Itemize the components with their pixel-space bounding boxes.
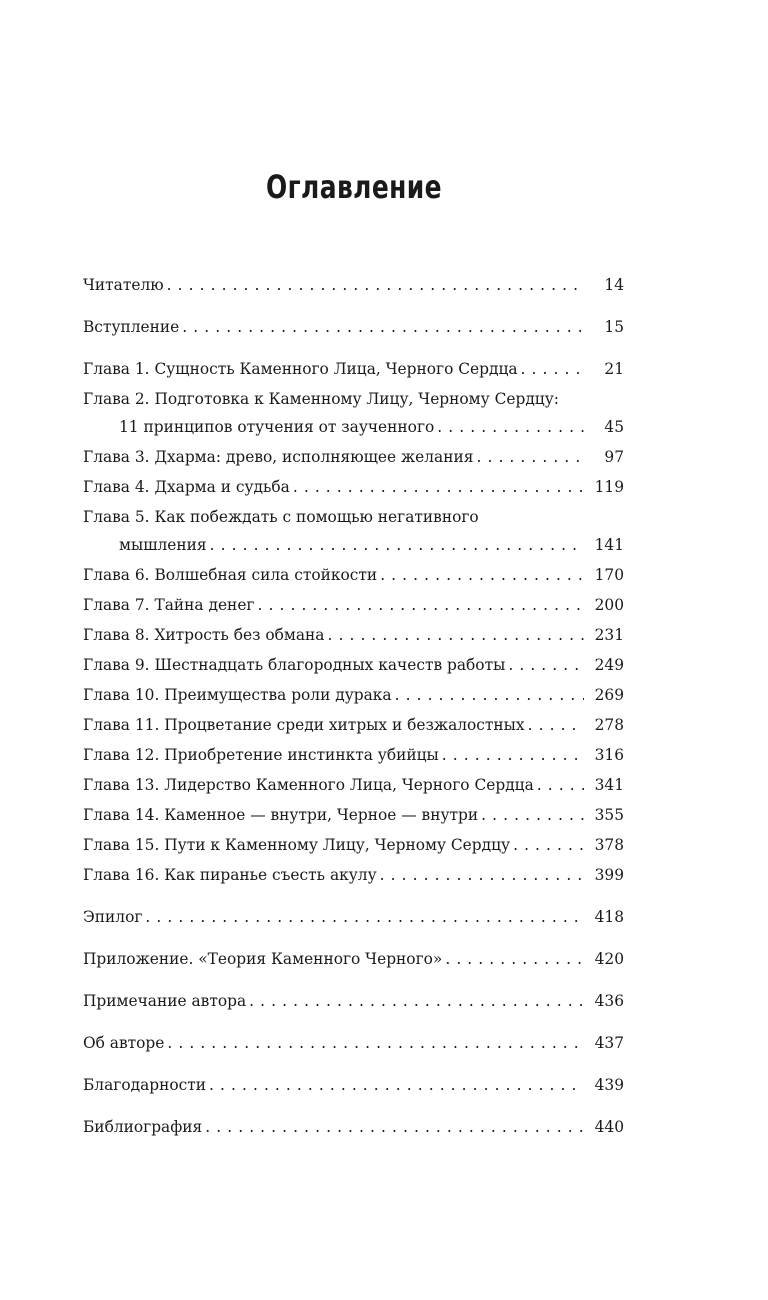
toc-line <box>83 800 624 830</box>
toc-line <box>83 770 624 800</box>
dot-leader <box>327 620 584 650</box>
toc-entry-chapter-12 <box>83 740 624 770</box>
dot-leader <box>395 680 584 710</box>
dot-leader <box>293 472 584 502</box>
toc-entry-chapter-15 <box>83 830 624 860</box>
toc-page-number: 436 <box>594 992 624 1010</box>
toc-entry-title: Эпилог <box>83 908 143 926</box>
toc-entry-reader <box>83 270 624 300</box>
toc-line <box>83 590 624 620</box>
toc-line <box>83 944 624 974</box>
toc-entry-epilogue <box>83 902 624 932</box>
toc-entry-chapter-6 <box>83 560 624 590</box>
dot-leader <box>476 442 584 472</box>
dot-leader <box>249 986 584 1016</box>
toc-entry-title: Глава 1. Сущность Каменного Лица, Черного Сердца <box>83 360 518 378</box>
dot-leader <box>445 944 584 974</box>
dot-leader <box>380 860 584 890</box>
toc-entry-chapter-1 <box>83 354 624 384</box>
toc-entry-chapter-13 <box>83 770 624 800</box>
dot-leader <box>508 650 584 680</box>
toc-entry-chapter-16 <box>83 860 624 890</box>
table-of-contents <box>83 270 624 1142</box>
toc-entry-title: Глава 4. Дхарма и судьба <box>83 478 290 496</box>
toc-entry-author-note <box>83 986 624 1016</box>
toc-line <box>83 902 624 932</box>
toc-line <box>83 620 624 650</box>
toc-entry-chapter-14 <box>83 800 624 830</box>
toc-entry-title: Глава 5. Как побеждать с помощью негативного <box>83 508 479 526</box>
toc-page-number: 418 <box>594 908 624 926</box>
dot-leader <box>442 740 584 770</box>
dot-leader <box>521 354 584 384</box>
toc-entry-chapter-9 <box>83 650 624 680</box>
toc-entry-chapter-3 <box>83 442 624 472</box>
dot-leader <box>205 1112 584 1142</box>
toc-entry-about-author <box>83 1028 624 1058</box>
page-title: Оглавление <box>266 168 442 206</box>
toc-entry-title: Глава 9. Шестнадцать благородных качеств работы <box>83 656 506 674</box>
toc-page-number: 355 <box>594 806 624 824</box>
toc-entry-title: Глава 6. Волшебная сила стойкости <box>83 566 378 584</box>
dot-leader <box>210 530 584 560</box>
toc-line <box>83 710 624 740</box>
toc-page-number: 378 <box>594 836 624 854</box>
toc-entry-chapter-2 <box>83 384 624 442</box>
toc-entry-title: Глава 2. Подготовка к Каменному Лицу, Черному Сердцу: <box>83 390 559 408</box>
toc-page-number: 440 <box>594 1118 624 1136</box>
toc-line <box>83 502 624 532</box>
toc-page-number: 200 <box>594 596 624 614</box>
toc-line <box>83 384 624 414</box>
toc-entry-bibliography <box>83 1112 624 1142</box>
toc-entry-title: Глава 14. Каменное — внутри, Черное — внутри <box>83 806 479 824</box>
toc-entry-title: Библиография <box>83 1118 203 1136</box>
dot-leader <box>513 830 584 860</box>
toc-page-number: 97 <box>604 448 624 466</box>
toc-entry-title-cont: 11 принципов отучения от заученного <box>119 418 435 436</box>
dot-leader <box>182 312 584 342</box>
toc-page-number: 437 <box>594 1034 624 1052</box>
dot-leader <box>209 1070 584 1100</box>
toc-entry-chapter-11 <box>83 710 624 740</box>
toc-entry-title: Об авторе <box>83 1034 165 1052</box>
toc-line <box>83 1028 624 1058</box>
dot-leader <box>528 710 584 740</box>
dot-leader <box>167 1028 584 1058</box>
dot-leader <box>145 902 584 932</box>
toc-page-number: 341 <box>594 776 624 794</box>
dot-leader <box>537 770 584 800</box>
dot-leader <box>258 590 585 620</box>
toc-entry-title: Читателю <box>83 276 164 294</box>
toc-entry-title: Глава 13. Лидерство Каменного Лица, Черного Сердца <box>83 776 534 794</box>
toc-page-number: 249 <box>594 656 624 674</box>
toc-entry-acknowledgements <box>83 1070 624 1100</box>
dot-leader <box>380 560 584 590</box>
toc-entry-title: Глава 7. Тайна денег <box>83 596 255 614</box>
toc-line <box>83 442 624 472</box>
toc-line <box>83 270 624 300</box>
toc-entry-chapter-8 <box>83 620 624 650</box>
toc-line <box>83 650 624 680</box>
toc-line <box>83 680 624 710</box>
toc-entry-title: Примечание автора <box>83 992 247 1010</box>
toc-entry-intro <box>83 312 624 342</box>
toc-line <box>83 472 624 502</box>
toc-line <box>83 560 624 590</box>
toc-entry-chapter-5 <box>83 502 624 560</box>
toc-page-number: 439 <box>594 1076 624 1094</box>
toc-page-number: 170 <box>594 566 624 584</box>
toc-entry-title: Благодарности <box>83 1076 207 1094</box>
toc-entry-title: Вступление <box>83 318 180 336</box>
dot-leader <box>167 270 584 300</box>
toc-line <box>83 1112 624 1142</box>
toc-entry-title: Глава 16. Как пиранье съесть акулу <box>83 866 377 884</box>
toc-line <box>83 986 624 1016</box>
toc-page-number: 420 <box>594 950 624 968</box>
toc-page-number: 278 <box>594 716 624 734</box>
toc-entry-title: Глава 8. Хитрость без обмана <box>83 626 325 644</box>
toc-page-number: 15 <box>604 318 624 336</box>
toc-page-number: 21 <box>604 360 624 378</box>
toc-page-number: 399 <box>594 866 624 884</box>
toc-entry-title: Глава 15. Пути к Каменному Лицу, Черному Сердцу <box>83 836 511 854</box>
toc-entry-title: Глава 12. Приобретение инстинкта убийцы <box>83 746 439 764</box>
toc-line <box>83 1070 624 1100</box>
toc-page-number: 45 <box>604 418 624 436</box>
toc-line <box>83 830 624 860</box>
toc-page-number: 231 <box>594 626 624 644</box>
toc-line-continued <box>83 530 624 560</box>
toc-entry-title: Глава 10. Преимущества роли дурака <box>83 686 392 704</box>
toc-line-continued <box>83 412 624 442</box>
toc-page-number: 141 <box>594 536 624 554</box>
toc-entry-title-cont: мышления <box>119 536 207 554</box>
toc-line <box>83 740 624 770</box>
toc-line <box>83 354 624 384</box>
toc-page-number: 14 <box>604 276 624 294</box>
toc-entry-chapter-7 <box>83 590 624 620</box>
toc-page-number: 269 <box>594 686 624 704</box>
toc-entry-title: Глава 3. Дхарма: древо, исполняющее желания <box>83 448 474 466</box>
toc-line <box>83 312 624 342</box>
toc-line <box>83 860 624 890</box>
toc-entry-appendix <box>83 944 624 974</box>
toc-entry-chapter-10 <box>83 680 624 710</box>
dot-leader <box>481 800 584 830</box>
toc-entry-chapter-4 <box>83 472 624 502</box>
toc-entry-title: Глава 11. Процветание среди хитрых и безжалостных <box>83 716 525 734</box>
toc-entry-title: Приложение. «Теория Каменного Черного» <box>83 950 443 968</box>
toc-page-number: 316 <box>594 746 624 764</box>
toc-page-number: 119 <box>594 478 624 496</box>
dot-leader <box>437 412 584 442</box>
